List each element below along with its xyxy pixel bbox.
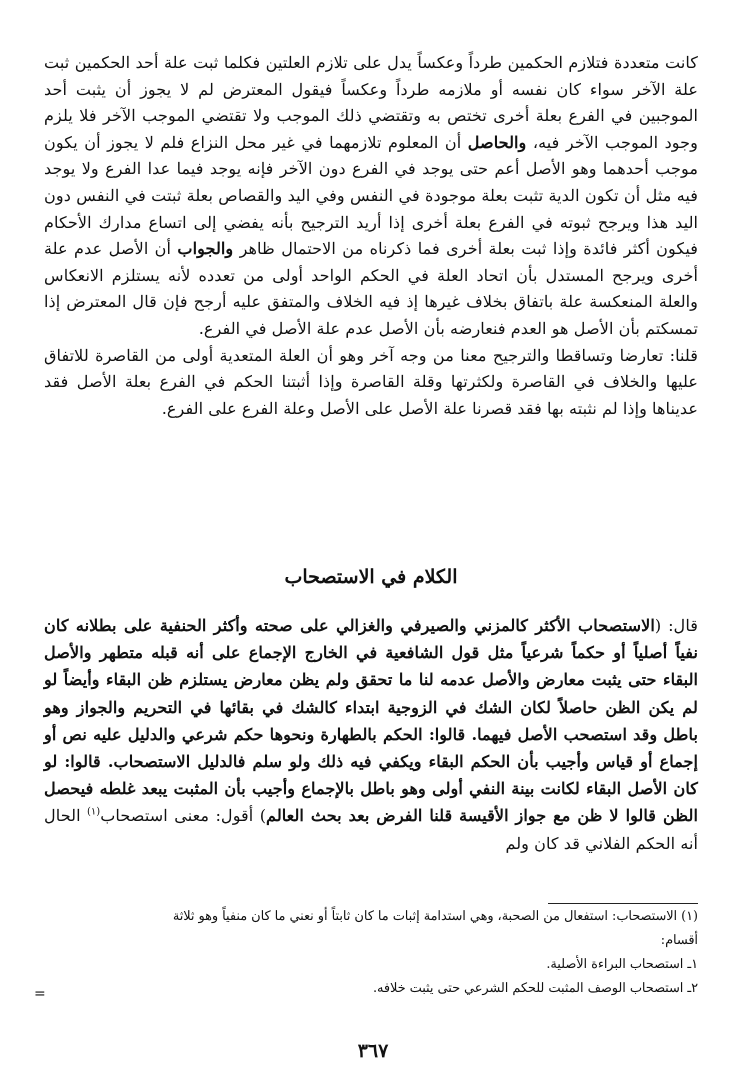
body-paragraph-2: قلنا: تعارضا وتساقطا والترجيح معنا من وجه آخر وهو أن العلة المتعدية أولى من القاصرة للاتفاق عليها والخلاف في القاصرة ولكثرتها وقلة القاصرة وإذا أثبتنا الحكم في الفرع بعلة الأصل فقد عديناها وإذا لم نثبته بها فقد قصرنا علة الأصل على الأصل وعلة الفرع على الفرع.	[44, 345, 698, 418]
quote-lead: قال: (	[654, 616, 698, 635]
footnote-line: أقسام:	[660, 933, 698, 948]
keyword-al-jawab: والجواب	[177, 239, 234, 259]
footnote-line: ١ـ استصحاب البراءة الأصلية.	[546, 957, 698, 972]
body-text-segment: أن المعلوم تلازمهما في غير محل النزاع فلم لا يجوز أن يكون موجب أحدهما وهو الأصل أعم حتى يوجد في الفرع دون الآخر فإنه يوجد فيما عدا الفرع ولا يوجد فيه مثل أن تكون الدية تثبت بعلة موجودة في النفس وفي اليد والقصاص بعلة ثبتت في النفس دون اليد هذا ويرجح ثبوته في الفرع بعلة أخرى إذا أريد الترجيح بأنه يفضي إلى اتساع مدارك الأحكام فيكون أكثر فائدة وإذا ثبت بعلة أخرى فما ذكرناه من الاحتمال ظاهر	[44, 132, 698, 259]
section-heading: الكلام في الاستصحاب	[284, 566, 458, 588]
body-paragraph-1	[44, 50, 698, 343]
footnote-line: (١) الاستصحاب: استفعال من الصحبة، وهي استدامة إثبات ما كان ثابتاً أو نعني ما كان منفياً وهو ثلاثة	[172, 909, 698, 924]
body-text-segment: كانت متعددة فتلازم الحكمين طرداً وعكساً يدل على تلازم العلتين فكلما ثبت علة أحد الحكمين ثبت علة الآخر سواء كان نفسه أو ملازمه طرداً وعكساً فيقول المعترض لم لا يجوز أن يثبت أحد الموجبين في الفرع بعلة أخرى تختص به وتقتضي ذلك الموجب ولا تقتضي الموجب الآخر فلا يلزم وجود الموجب الآخر فيه،	[44, 53, 699, 152]
quote-bold-text: الاستصحاب الأكثر كالمزني والصيرفي والغزالي على صحته وأكثر الحنفية على بطلانه كان نفياً أصلياً أو حكماً شرعياً مثل قول الشافعية في الخارج الإجماع على أنه قبله متطهر والأصل البقاء حتى يثبت معارض والأصل عدمه لنا ما تحقق ولم يظن معارض يستلزم ظن البقاء وأيضاً لو لم يكن الظن حاصلاً لكان الشك في الزوجية ابتداء كالشك في بقائها في التحريم والجواز وهو باطل وقد استصحب الأصل فيهما. قالوا: الحكم بالطهارة ونحوها حكم شرعي والدليل عليه نص أو إجماع أو قياس وأجيب بأن الحكم البقاء ويكفي فيه ذلك ولو سلم فالدليل الاستصحاب. قالوا: لو كان الأصل البقاء لكانت بينة النفي أولى وهو باطل بالإجماع وأجيب بأن المثبت يبعد غلطه فيحصل الظن قالوا لا ظن مع جواز الأقيسة قلنا الفرض بعد بحث العالم	[44, 616, 698, 826]
body-text-segment: أن الأصل عدم علة أخرى ويرجح المستدل بأن اتحاد العلة في الحكم الواحد أولى من تعدده لأنه يستلزم الانعكاس والعلة المنعكسة علة باتفاق بخلاف غيرها إذ فيه الخلاف والمتفق عليه أرجح فإن قال المعترض إذا تمسكتم بأن الأصل هو العدم فنعارضه بأن الأصل عدم علة الأصل في الفرع.	[44, 239, 698, 338]
commentary-text: أقول: معنى استصحاب	[100, 806, 254, 826]
keyword-al-hasil: والحاصل	[467, 132, 527, 152]
quote-close: )	[259, 806, 267, 826]
quote-paragraph	[44, 612, 698, 857]
footnotes	[44, 905, 698, 1001]
quoted-text	[44, 612, 698, 857]
commentary-text: الحال أنه الحكم الفلاني قد كان ولم	[44, 806, 698, 853]
footnote-separator	[548, 903, 698, 904]
footnote-reference: (١)	[87, 807, 101, 819]
page-number: ٣٦٧	[357, 1040, 389, 1062]
continuation-mark: =	[34, 986, 46, 1002]
body-text	[44, 50, 698, 422]
footnote-line: ٢ـ استصحاب الوصف المثبت للحكم الشرعي حتى يثبت خلافه.	[372, 981, 698, 996]
